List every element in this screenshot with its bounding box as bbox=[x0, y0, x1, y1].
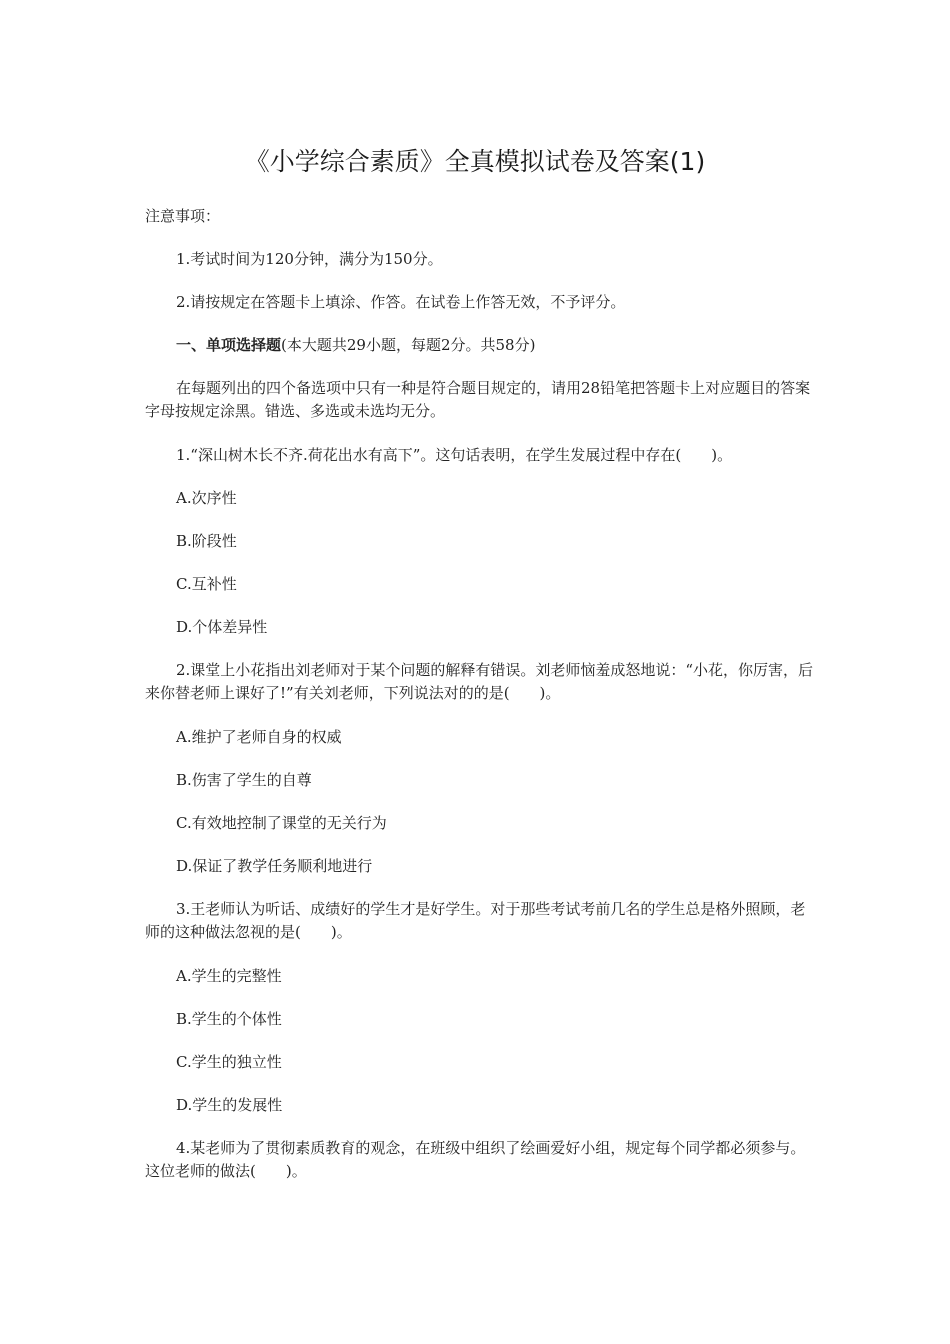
notice-item: 2.请按规定在答题卡上填涂、作答。在试卷上作答无效，不予评分。 bbox=[176, 293, 626, 311]
question-stem: 1.“深山树木长不齐.荷花出水有高下”。这句话表明，在学生发展过程中存在( )。 bbox=[176, 446, 733, 464]
question-stem: 3.王老师认为听话、成绩好的学生才是好学生。对于那些考试考前几名的学生总是格外照顾，老师的这种做法忽视的是( )。 bbox=[145, 900, 806, 941]
section-instruction: 在每题列出的四个备选项中只有一种是符合题目规定的，请用28铅笔把答题卡上对应题目的答案字母按规定涂黑。错选、多选或未选均无分。 bbox=[145, 379, 811, 420]
question-option: A.次序性 bbox=[176, 489, 237, 507]
section-meta: (本大题共29小题，每题2分。共58分) bbox=[281, 336, 536, 354]
question-option: D.保证了教学任务顺利地进行 bbox=[176, 857, 373, 875]
question-stem: 2.课堂上小花指出刘老师对于某个问题的解释有错误。刘老师恼羞成怒地说：“小花，你厉害，后来你替老师上课好了!”有关刘老师，下列说法对的的是( )。 bbox=[145, 661, 813, 702]
question-option: C.学生的独立性 bbox=[176, 1053, 282, 1071]
question-option: A.学生的完整性 bbox=[176, 967, 282, 985]
question-option: C.互补性 bbox=[176, 575, 237, 593]
question-option: D.学生的发展性 bbox=[176, 1096, 283, 1114]
question-option: B.阶段性 bbox=[176, 532, 237, 550]
question-option: B.伤害了学生的自尊 bbox=[176, 771, 312, 789]
question-option: C.有效地控制了课堂的无关行为 bbox=[176, 814, 387, 832]
notice-heading: 注意事项： bbox=[145, 207, 221, 225]
question-option: B.学生的个体性 bbox=[176, 1010, 282, 1028]
question-stem: 4.某老师为了贯彻素质教育的观念，在班级中组织了绘画爱好小组，规定每个同学都必须参与。这位老师的做法( )。 bbox=[145, 1139, 806, 1180]
section-heading-line bbox=[176, 334, 856, 357]
question-option: D.个体差异性 bbox=[176, 618, 268, 636]
notice-item: 1.考试时间为120分钟，满分为150分。 bbox=[176, 250, 443, 268]
document-title: 《小学综合素质》全真模拟试卷及答案(1) bbox=[244, 147, 706, 176]
question-option: A.维护了老师自身的权威 bbox=[176, 728, 342, 746]
section-heading: 一、单项选择题 bbox=[176, 336, 282, 354]
